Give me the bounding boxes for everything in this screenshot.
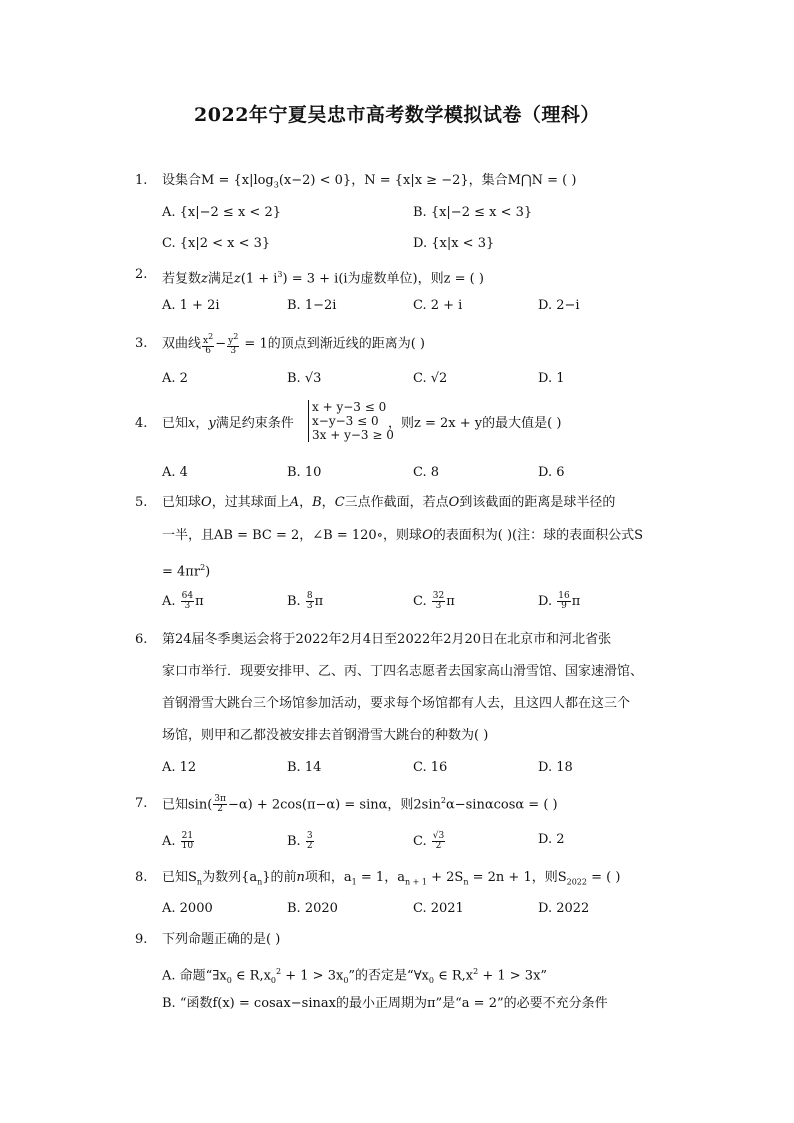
option-a: A. {x|−2 ≤ x < 2} [162,205,281,220]
option-d: D. 18 [538,760,573,775]
question-stem-line-3: = $4\pi r^2$) [162,563,211,580]
question-number: 7. [135,796,148,811]
option-a: A. $\frac{21}{10}$ [162,831,194,851]
question-number: 2. [135,267,148,282]
constraint-2: x−y−3 ≤ 0 [312,414,379,428]
option-b: B. 14 [287,760,322,775]
option-c: C. √2 [413,371,448,386]
question-stem: 已知x，y满足约束条件 [162,416,294,431]
constraint-system [308,400,394,442]
option-b: B. 1−2i [287,298,337,313]
option-b: B. $\frac{8}{3}$ π [287,591,324,611]
question-9 [135,932,640,948]
question-number: 6. [135,632,148,647]
option-d: D. 1 [538,371,565,386]
question-stem-line-1: 第24届冬季奥运会将于2022年2月4日至2022年2月20日在北京市和河北省张 [162,632,612,647]
option-a: A. 2 [162,371,188,386]
option-c: C. $\frac{32}{3}$ π [413,591,455,611]
option-a: A. 命题“$\exists x_0$ ∈ $R,x_0^2 + 1 > 3x_0$”的否定是“$\forall x_0$ ∈ $R,x^2 + 1 > 3x$” [162,967,548,985]
option-c: C. 2 + i [413,298,463,313]
question-stem-line-2: 一半，且AB = BC = 2，∠B = 120∘，则球O的表面积为( )(注：球的表面积公式S [162,528,643,543]
option-c: C. 2021 [413,901,464,916]
question-8 [135,870,640,886]
page-title: 2022年宁夏吴忠市高考数学模拟试卷（理科） [194,104,600,126]
option-d: D. {x|x < 3} [413,236,495,251]
option-d: D. 6 [538,465,565,480]
question-7 [135,794,640,815]
option-b: B. {x|−2 ≤ x < 3} [413,205,533,220]
question-3 [135,332,640,356]
question-number: 3. [135,336,148,351]
option-b: B. 2020 [287,901,338,916]
question-2 [135,267,640,287]
question-stem-line-1: 已知球O，过其球面上A，B，C三点作截面，若点O到该截面的距离是球半径的 [162,495,616,510]
question-stem: 双曲线 $\frac{x^2}{6}$ − $\frac{y^2}{3}$ = 1的顶点到渐近线的距离为( ) [162,332,425,356]
question-number: 9. [135,932,148,947]
question-number: 4. [135,416,148,431]
option-a: A. 1 + 2i [162,298,220,313]
question-stem-tail: ，则z = 2x + y的最大值是( ) [388,416,562,431]
option-c: C. $\frac{√3}{2}$ [413,831,445,851]
question-number: 1. [135,173,148,188]
question-number: 8. [135,870,148,885]
option-a: A. $\frac{64}{3}$ π [162,591,204,611]
option-d: D. 2−i [538,298,580,313]
question-stem: 设集合$M = \{x|\log_3(x-2) < 0\}$，N = {x|x ≥ −2}，集合M⋂N = ( ) [162,173,577,190]
option-d: D. 2022 [538,901,590,916]
option-a: A. 4 [162,465,188,480]
option-b: B. 10 [287,465,322,480]
option-c: C. 16 [413,760,448,775]
question-stem: 已知$S_n$为数列$\{a_n\}$的前n项和，$a_1 = 1$，$a_{n + 1} + 2S_n = 2n + 1$，则$S_{2022}$ = ( ) [162,870,621,887]
option-b: B. $\frac{3}{2}$ [287,831,313,851]
question-stem-line-4: 场馆，则甲和乙都没被安排去首钢滑雪大跳台的种数为( ) [162,728,489,743]
option-a: A. 2000 [162,901,213,916]
constraint-3: 3x + y−3 ≥ 0 [312,428,394,442]
option-d: D. 2 [538,832,565,847]
question-1 [135,173,640,189]
option-d: D. $\frac{16}{9}$ π [538,591,581,611]
question-stem-line-3: 首钢滑雪大跳台三个场馆参加活动，要求每个场馆都有人去，且这四人都在这三个 [162,696,631,711]
question-stem: 下列命题正确的是( ) [162,932,281,947]
question-stem: 已知sin( $\frac{3\pi}{2}$ −α) + 2cos(π−α) = sinα，则$2\sin^2\alpha-\sin\alpha\cos\alpha$ = ( ) [162,794,558,815]
question-stem-line-2: 家口市举行．现要安排甲、乙、丙、丁四名志愿者去国家高山滑雪馆、国家速滑馆、 [162,664,644,679]
option-c: C. {x|2 < x < 3} [162,236,271,251]
question-stem: 若复数z满足$z(1 + i^3) = 3 + i(i$为虚数单位)，则z = ( ) [162,270,484,287]
option-c: C. 8 [413,465,440,480]
option-a: A. 12 [162,760,197,775]
question-number: 5. [135,495,148,510]
constraint-1: x + y−3 ≤ 0 [312,400,387,414]
option-b: B. “函数f(x) = cosax−sinax的最小正周期为π”是“a = 2”的必要不充分条件 [162,996,608,1011]
option-b: B. √3 [287,371,322,386]
